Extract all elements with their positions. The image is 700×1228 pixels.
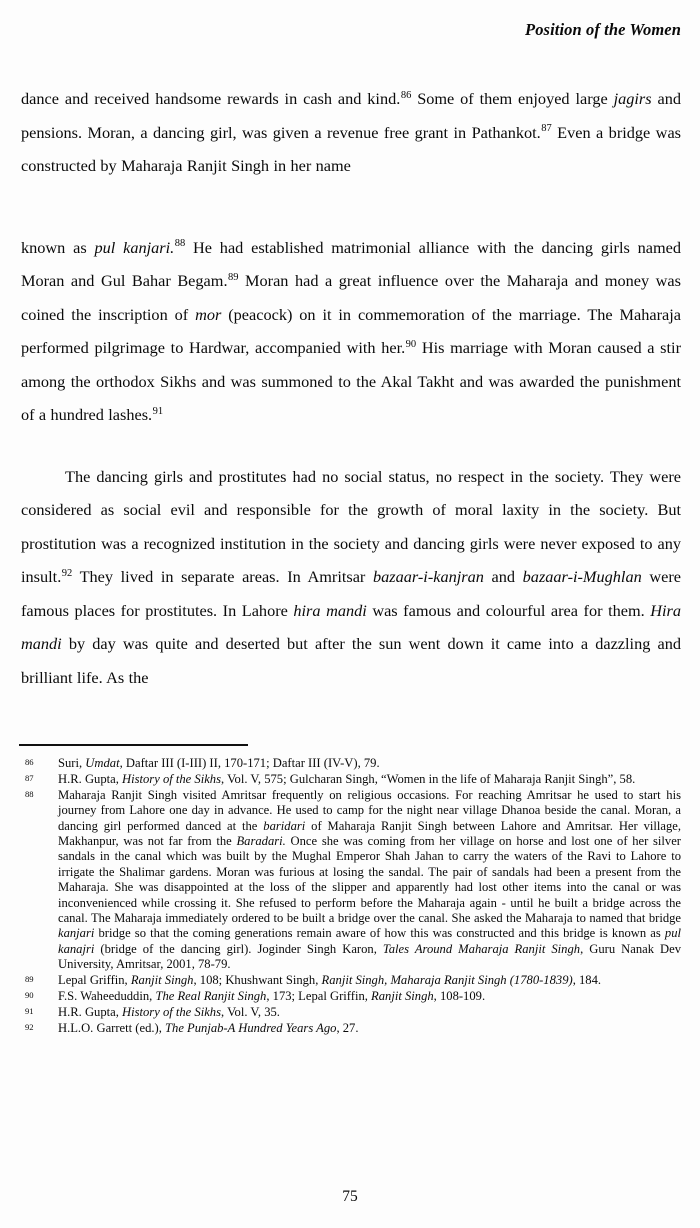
footnote-reference[interactable]: 91: [152, 405, 164, 417]
footnote-number[interactable]: 89: [25, 974, 34, 985]
italic-term: jagirs: [613, 89, 652, 108]
footnote-item: [19, 989, 681, 1004]
text-run: H.L.O. Garrett (ed.),: [58, 1020, 166, 1035]
text-run: , 184.: [572, 973, 602, 988]
footnote-item: [19, 788, 681, 973]
italic-term: Umdat,: [85, 756, 123, 770]
footnote-reference[interactable]: 88: [174, 238, 186, 250]
text-run: , Vol. V, 35.: [221, 1005, 280, 1019]
footnote-list: [19, 756, 681, 1037]
italic-term: Ranjit Singh: [130, 973, 194, 988]
footnote-item: [19, 973, 681, 988]
italic-term: kanjari: [58, 926, 95, 941]
footnote-number[interactable]: 90: [25, 990, 34, 1001]
footnote-number[interactable]: 86: [25, 757, 34, 767]
footnote-reference[interactable]: 86: [400, 89, 412, 101]
italic-term: pul kanajri: [58, 926, 681, 956]
italic-term: History of the Sikhs: [122, 771, 222, 786]
footnote-text: [58, 989, 681, 1004]
text-run: His marriage with Moran caused a stir among the orthodox Sikhs and was summoned to the Akal Takht and was awarded the punishment of a hundred lashes.: [21, 338, 681, 424]
italic-term: Ranjit Singh, Maharaja Ranjit Singh (1780-1839): [321, 973, 573, 988]
text-run: The dancing girls and prostitutes had no social status, no respect in the society. They were considered as social evil and responsible for the growth of moral laxity in the society. But prostitution was a recognized institution in the society and dancing girls were never exposed to any insult.: [21, 466, 681, 586]
text-run: (bridge of the dancing girl). Joginder Singh Karon,: [94, 941, 383, 956]
text-run: They lived in separate areas. In Amritsar: [72, 567, 373, 586]
italic-term: Ranjit Singh: [371, 989, 434, 1004]
footnote-number[interactable]: 91: [25, 1006, 34, 1016]
text-run: Lepal Griffin,: [58, 973, 131, 988]
body-paragraph-3: [21, 460, 681, 695]
footnote-reference[interactable]: 90: [405, 338, 417, 350]
italic-term: bazaar-i-kanjran: [372, 567, 484, 586]
text-run: by day was quite and deserted but after the sun went down it came into a dazzling and brilliant life. As the: [21, 634, 681, 687]
text-run: (peacock) on it in commemoration of the marriage. The Maharaja performed pilgrimage to Hardwar, accompanied with her.: [21, 304, 681, 357]
footnote-number[interactable]: 87: [25, 772, 34, 783]
text-run: , 108; Khushwant Singh,: [193, 973, 322, 988]
body-text-block: [21, 82, 681, 694]
paragraph-spacer: [21, 432, 681, 460]
italic-term: Hira mandi: [21, 600, 681, 653]
text-run: known as: [21, 237, 95, 257]
footnote-text: [58, 973, 681, 988]
footnote-reference[interactable]: 92: [61, 567, 73, 579]
footnote-text: [58, 788, 681, 973]
text-run: and: [483, 567, 523, 586]
footnote-reference[interactable]: 87: [541, 123, 552, 135]
italic-term: History of the Sikhs: [122, 1005, 222, 1019]
text-run: were famous places for prostitutes. In Lahore: [21, 567, 681, 620]
body-paragraph-1: [21, 82, 681, 183]
italic-term: The Real Ranjit Singh: [155, 989, 267, 1004]
italic-term: pul kanjari.: [94, 237, 175, 257]
text-run: of Maharaja Ranjit Singh between Lahore and Amritsar. Her village, Makhanpur, was not far from the: [58, 818, 682, 849]
footnote-reference[interactable]: 89: [228, 271, 239, 283]
text-run: H.R. Gupta,: [58, 771, 123, 786]
text-run: , 173; Lepal Griffin,: [266, 989, 372, 1004]
italic-term: The Punjab-A Hundred Years Ago: [165, 1020, 337, 1035]
footnote-separator-rule: [19, 744, 248, 746]
footnote-text: [58, 1005, 681, 1020]
footnote-item: [19, 1021, 681, 1036]
text-run: Suri,: [58, 756, 86, 770]
text-run: Moran had a great influence over the Maharaja and money was coined the inscription of: [21, 271, 681, 324]
text-run: and pensions. Moran, a dancing girl, was given a revenue free grant in Pathankot.: [21, 89, 681, 142]
footnote-text: [58, 1021, 681, 1036]
italic-term: baridari: [263, 818, 306, 833]
footnote-text: [58, 756, 681, 771]
text-run: Daftar III (I-III) II, 170-171; Daftar III (IV-V), 79.: [122, 756, 380, 770]
body-paragraph-2: [21, 231, 681, 432]
text-run: F.S. Waheeduddin,: [58, 989, 156, 1004]
italic-term: hira mandi: [293, 600, 367, 620]
text-run: bridge so that the coming generations remain aware of how this was constructed and this bridge is known as: [94, 926, 665, 941]
text-run: , Vol. V, 575; Gulcharan Singh, “Women in the life of Maharaja Ranjit Singh”, 58.: [221, 771, 636, 786]
text-run: , 108-109.: [433, 989, 486, 1004]
footnote-number[interactable]: 92: [25, 1021, 34, 1032]
running-head: Position of the Women: [525, 20, 681, 39]
text-run: , Guru Nanak Dev University, Amritsar, 2001, 78-79.: [58, 941, 682, 972]
footnote-item: [19, 756, 681, 771]
text-run: dance and received handsome rewards in cash and kind.: [21, 89, 401, 108]
italic-term: Baradari.: [236, 834, 286, 849]
text-run: Even a bridge was constructed by Maharaja Ranjit Singh in her name: [21, 122, 682, 175]
italic-term: mor: [195, 304, 222, 324]
text-run: He had established matrimonial alliance with the dancing girls named Moran and Gul Bahar Begam.: [21, 237, 682, 290]
footnote-text: [58, 772, 681, 787]
text-run: H.R. Gupta,: [58, 1005, 123, 1019]
text-run: Once she was coming from her village on horse and lost one of her silver sandals in the canal which was built by the Mughal Emperor Shah Jahan to carry the waters of the Ravi to Lahore to irrigate the Shalimar gardens. Moran was furious at losing the sandal. The pair of sandals had been a present from the Maharaja. She was disappointed at the loss of the slipper and apparently had lost other items into the canal or was inconvenienced while crossing it. She refused to perform before the Maharaja again - until he built a bridge across the canal. The Maharaja immediately ordered to be built a bridge over the canal. She asked the Maharaja to named that bridge: [58, 834, 681, 926]
footnote-item: [19, 1005, 681, 1020]
paragraph-spacer: [21, 183, 681, 231]
text-run: Some of them enjoyed large: [411, 89, 614, 108]
text-run: , 27.: [336, 1020, 359, 1035]
italic-term: Tales Around Maharaja Ranjit Singh: [382, 941, 581, 956]
footnote-number[interactable]: 88: [25, 788, 34, 799]
text-run: was famous and colourful area for them.: [366, 600, 651, 620]
page-number: 75: [342, 1188, 358, 1205]
italic-term: bazaar-i-Mughlan: [522, 567, 642, 586]
footnote-item: [19, 772, 681, 787]
text-run: Maharaja Ranjit Singh visited Amritsar frequently on religious occasions. For reaching Amritsar he used to start his journey from Lahore one day in advance. He used to camp for the night near village Dhanoa beside the canal. Moran, a dancing girl performed danced at the: [58, 787, 681, 833]
